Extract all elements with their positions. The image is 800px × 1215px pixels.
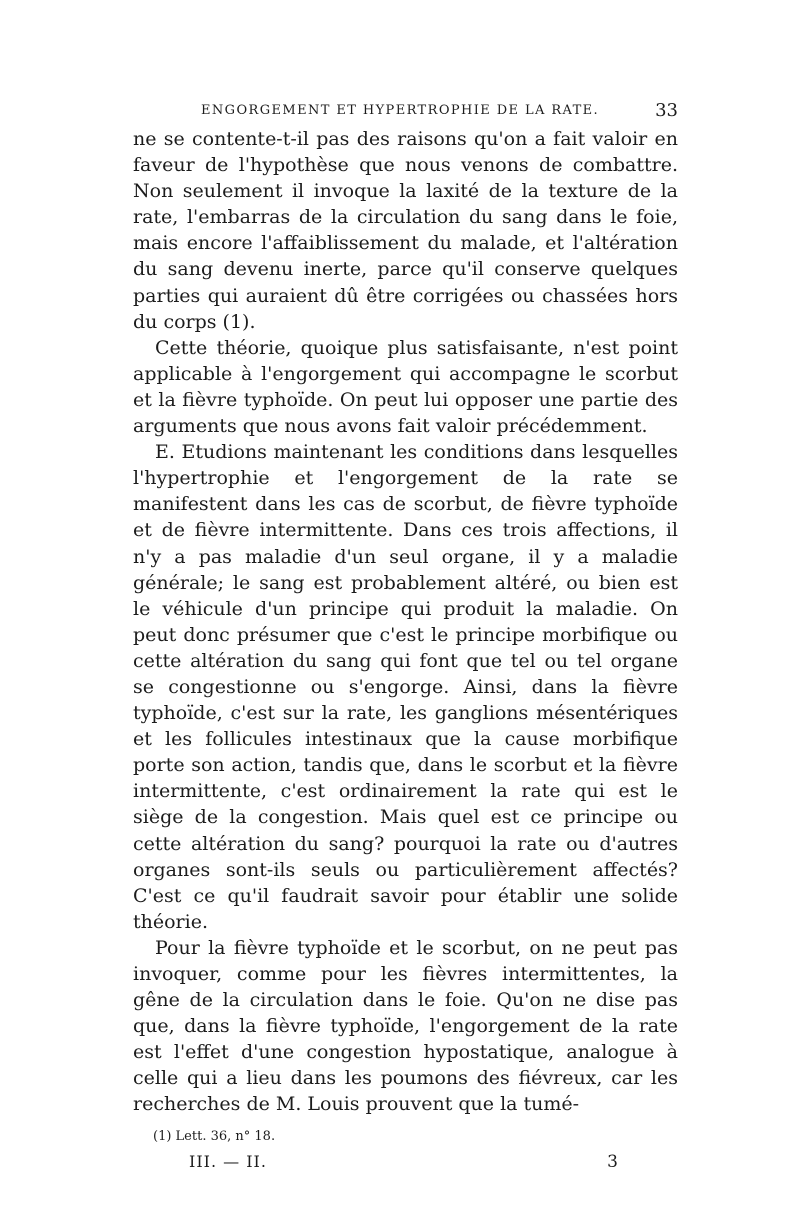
- running-header: [133, 100, 678, 124]
- running-title: ENGORGEMENT ET HYPERTROPHIE DE LA RATE.: [201, 103, 600, 118]
- printed-text-block: [133, 100, 678, 1178]
- body-text: [133, 126, 678, 1118]
- paragraph-typhoid-scorbut: Pour la fièvre typhoïde et le scorbut, on ne peut pas invoquer, comme pour les fièvres intermittentes, la gêne de la circulation dans le foie. Qu'on ne dise pas que, dans la fièvre typhoïde, l'engorgement de la rate est l'effet d'une congestion hypostatique, analogue à celle qui a lieu dans les poumons des fiévreux, car les recherches de M. Louis prouvent que la tumé-: [133, 936, 678, 1116]
- footnote: (1) Lett. 36, n° 18.: [153, 1128, 276, 1144]
- printer-signature: III. — II.: [189, 1151, 267, 1171]
- paragraph-theory: Cette théorie, quoique plus satisfaisante, n'est point applicable à l'engorgement qui accompagne le scorbut et la fièvre typhoïde. On peut lui opposer une partie des arguments que nous avons fait valoir précédemment.: [133, 336, 678, 438]
- footer: [133, 1152, 678, 1178]
- paragraph-continuation: ne se contente-t-il pas des raisons qu'on a fait valoir en faveur de l'hypothèse que nous venons de combattre. Non seulement il invoque la laxité de la texture de la rate, l'embarras de la circulation du sang dans le foie, mais encore l'affaiblissement du malade, et l'altération du sang devenu inerte, parce qu'il conserve quelques parties qui auraient dû être corrigées ou chassées hors du corps (1).: [133, 128, 678, 333]
- page-number: 33: [655, 100, 678, 121]
- paragraph-section-e: E. Etudions maintenant les conditions dans lesquelles l'hypertrophie et l'engorgement de la rate se manifestent dans les cas de scorbut, de fièvre typhoïde et de fièvre intermittente. Dans ces trois affections, il n'y a pas maladie d'un seul organe, il y a maladie générale; le sang est probablement altéré, ou bien est le véhicule d'un principe qui produit la maladie. On peut donc présumer que c'est le principe morbifique ou cette altération du sang qui font que tel ou tel organe se congestionne ou s'engorge. Ainsi, dans la fièvre typhoïde, c'est sur la rate, les ganglions mésentériques et les follicules intestinaux que la cause morbifique porte son action, tandis que, dans le scorbut et la fièvre intermittente, c'est ordinairement la rate qui est le siège de la congestion. Mais quel est ce principe ou cette altération du sang? pourquoi la rate ou d'autres organes sont-ils seuls ou particulièrement affectés? C'est ce qu'il faudrait savoir pour établir une solide théorie.: [133, 441, 678, 933]
- signature-number: 3: [607, 1151, 618, 1172]
